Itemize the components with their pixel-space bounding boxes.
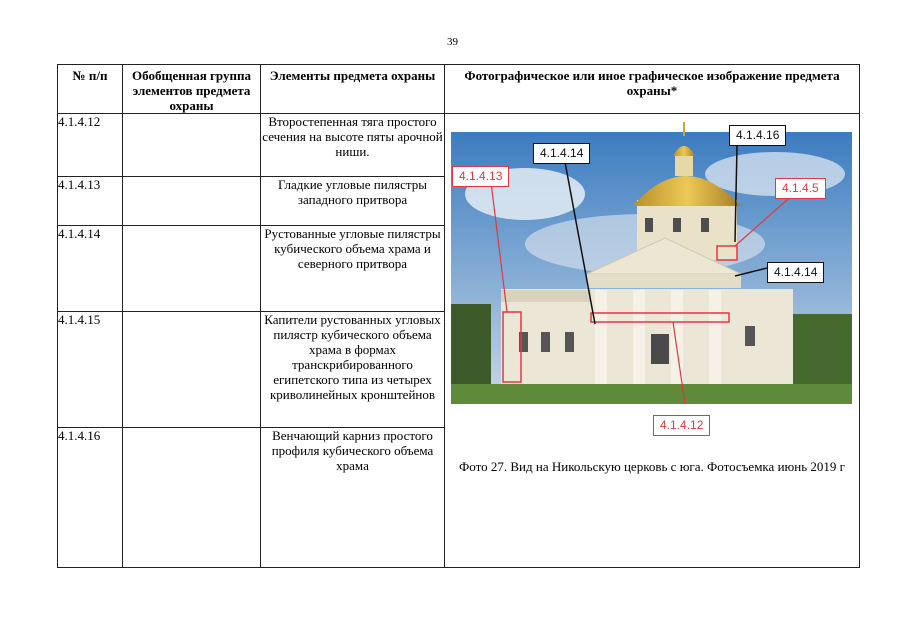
header-number: № п/п xyxy=(58,65,123,114)
row-number: 4.1.4.16 xyxy=(58,428,123,568)
photo-cell xyxy=(445,114,860,568)
row-element: Венчающий карниз простого профиля кубического объема храма xyxy=(261,428,445,568)
row-group xyxy=(123,312,261,428)
table-row xyxy=(58,114,860,177)
header-image: Фотографическое или иное графическое изображение предмета охраны* xyxy=(445,65,860,114)
trees-right xyxy=(790,314,852,384)
row-group xyxy=(123,226,261,312)
row-group xyxy=(123,114,261,177)
table-header-row xyxy=(58,65,860,114)
row-group xyxy=(123,177,261,226)
row-element: Второстепенная тяга простого сечения на высоте пяты арочной ниши. xyxy=(261,114,445,177)
row-number: 4.1.4.14 xyxy=(58,226,123,312)
callout-4-1-4-16: 4.1.4.16 xyxy=(729,125,786,146)
protection-table xyxy=(57,64,860,568)
page-number: 39 xyxy=(447,36,458,48)
row-element: Гладкие угловые пилястры западного притвора xyxy=(261,177,445,226)
callout-4-1-4-14-top: 4.1.4.14 xyxy=(533,143,590,164)
row-element: Рустованные угловые пилястры кубического объема храма и северного притвора xyxy=(261,226,445,312)
photo-caption: Фото 27. Вид на Никольскую церковь с юга. Фотосъемка июнь 2019 г xyxy=(459,459,845,474)
ground xyxy=(451,384,852,404)
row-number: 4.1.4.13 xyxy=(58,177,123,226)
callout-4-1-4-5: 4.1.4.5 xyxy=(775,178,826,199)
header-elements: Элементы предмета охраны xyxy=(261,65,445,114)
row-number: 4.1.4.12 xyxy=(58,114,123,177)
trees-left xyxy=(451,304,491,384)
row-group xyxy=(123,428,261,568)
row-number: 4.1.4.15 xyxy=(58,312,123,428)
callout-4-1-4-13: 4.1.4.13 xyxy=(452,166,509,187)
callout-4-1-4-14-right: 4.1.4.14 xyxy=(767,262,824,283)
header-group: Обобщенная группа элементов предмета охраны xyxy=(123,65,261,114)
row-element: Капители рустованных угловых пилястр кубического объема храма в формах транскрибированного египетского типа из четырех криволинейных кронштейнов xyxy=(261,312,445,428)
callout-4-1-4-12: 4.1.4.12 xyxy=(653,415,710,436)
